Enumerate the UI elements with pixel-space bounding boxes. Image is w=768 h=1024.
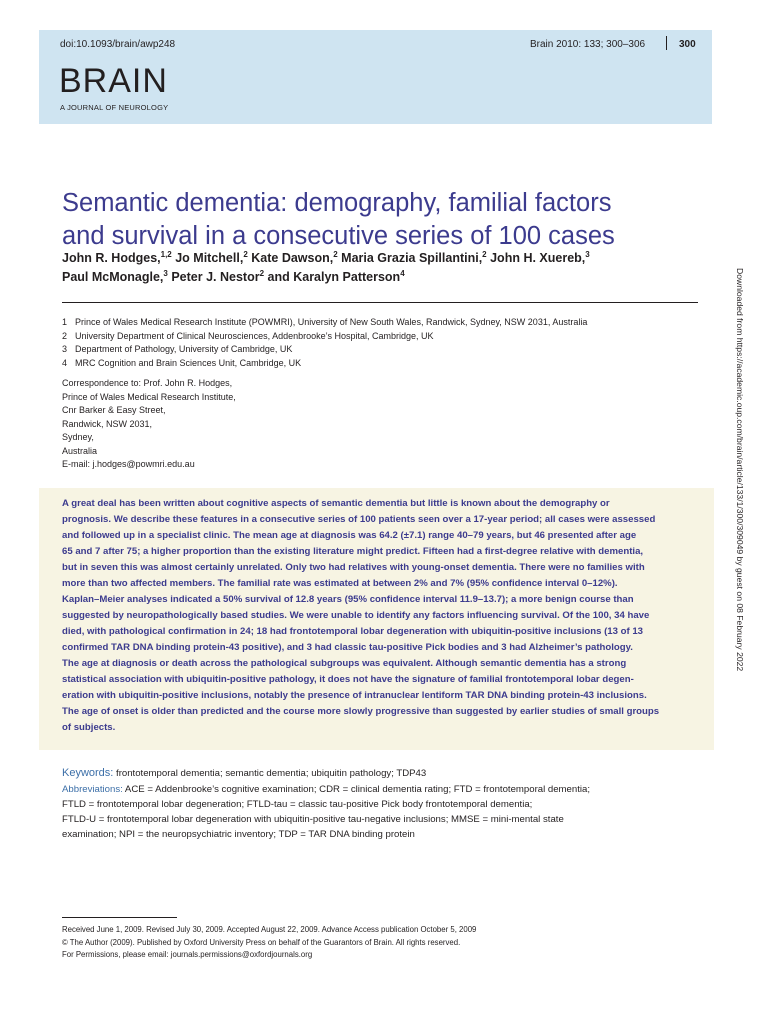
correspondence-line: Australia — [62, 445, 98, 456]
author-name: Peter J. Nestor — [171, 270, 260, 284]
author-name: and Karalyn Patterson — [267, 270, 401, 284]
author-affiliation-mark: 2 — [482, 249, 487, 259]
affiliation-item — [62, 343, 587, 357]
correspondence-line: Prince of Wales Medical Research Institute, — [62, 391, 236, 402]
affiliation-number: 4 — [62, 357, 68, 368]
author-affiliation-mark: 3 — [163, 268, 168, 278]
footer-line: For Permissions, please email: journals.permissions@oxfordjournals.org — [62, 950, 313, 959]
title-line: Semantic dementia: demography, familial factors — [62, 189, 612, 218]
abstract-line: of subjects. — [62, 722, 116, 733]
affiliation-item — [62, 357, 587, 371]
author-line — [62, 249, 682, 268]
affiliation-text: Department of Pathology, University of Cambridge, UK — [75, 344, 293, 354]
citation-divider — [666, 36, 667, 50]
abstract-line: confirmed TAR DNA binding protein-43 positive), and 3 had classic tau-positive Pick bodies and 3 had Alzheimer’s pathology. — [62, 642, 633, 653]
abstract-line: died, with pathological confirmation in 24; 18 had frontotemporal lobar degeneration with ubiquitin-positive inclusions (13 of 13 — [62, 626, 644, 637]
author-name: Paul McMonagle, — [62, 270, 164, 284]
affiliation-text: University Department of Clinical Neurosciences, Addenbrooke’s Hospital, Cambridge, UK — [75, 330, 434, 341]
keywords-text: frontotemporal dementia; semantic dementia; ubiquitin pathology; TDP43 — [113, 768, 427, 779]
affiliation-number: 1 — [62, 317, 68, 327]
abstract-line: eration with ubiquitin-positive inclusions, notably the presence of intranuclear lentiform TAR DNA binding protein-43 inclusions. — [62, 690, 647, 701]
article-title — [62, 187, 702, 253]
citation: Brain 2010: 133; 300–306 — [530, 39, 646, 50]
keywords — [62, 766, 426, 781]
correspondence-line: Sydney, — [62, 432, 94, 442]
page-number: 300 — [679, 39, 696, 50]
keywords-label: Keywords: — [62, 767, 114, 779]
correspondence-line: Randwick, NSW 2031, — [62, 418, 153, 429]
author-affiliation-mark: 4 — [400, 268, 405, 278]
author-affiliation-mark: 2 — [259, 268, 265, 278]
author-divider — [62, 302, 698, 303]
affiliation-text: Prince of Wales Medical Research Institute (POWMRI), University of New South Wales, Randwick, Sydney, NSW 2031, Australia — [75, 317, 588, 327]
footer-divider — [62, 917, 177, 918]
journal-logo: BRAIN — [59, 62, 168, 100]
author-name: John R. Hodges, — [62, 251, 161, 265]
abbreviation-line: FTLD-U = frontotemporal lobar degeneration with ubiquitin-positive tau-negative inclusions; MMSE = mini-mental state — [62, 814, 564, 825]
author-list — [62, 249, 682, 287]
abstract-line: more than two affected members. The familial rate was estimated at between 2% and 7% (95% confidence interval 0–12%). — [62, 578, 618, 589]
abstract-line: The age at diagnosis or death across the pathological subgroups was equivalent. Although semantic dementia has a strong — [62, 658, 627, 669]
affiliation-number: 3 — [62, 344, 68, 354]
author-affiliation-mark: 2 — [333, 249, 338, 259]
abstract-line: prognosis. We describe these features in a consecutive series of 100 patients seen over a 17-year period; all cases were assessed — [62, 514, 656, 525]
abbreviations — [62, 782, 702, 842]
publication-footer — [62, 924, 476, 962]
doi: doi:10.1093/brain/awp248 — [60, 39, 176, 50]
abstract-line: The age of onset is older than predicted and the course more slowly progressive than suggested by earlier studies of small groups — [62, 706, 660, 717]
abstract-text — [62, 496, 698, 736]
abstract-line: statistical association with ubiquitin-positive pathology, it does not have the signature of familial frontotemporal lobar degen- — [62, 674, 634, 685]
title-line: and survival in a consecutive series of 100 cases — [62, 222, 615, 251]
abstract-line: but in seven this was almost certainly unrelated. Only two had relatives with young-onset dementia. There were no families with — [62, 562, 645, 573]
abbreviation-line: examination; NPI = the neuropsychiatric inventory; TDP = TAR DNA binding protein — [62, 829, 415, 840]
abstract-line: 65 and 7 after 75; a higher proportion than the existing literature might predict. Fifteen had a first-degree relative with dementia, — [62, 546, 644, 557]
affiliation-number: 2 — [62, 330, 68, 341]
abbreviation-line — [62, 782, 702, 797]
affiliation-item — [62, 316, 587, 330]
author-affiliation-mark: 2 — [243, 249, 248, 259]
author-line — [62, 268, 682, 287]
abbreviation-line: FTLD = frontotemporal lobar degeneration; FTLD-tau = classic tau-positive Pick body frontotemporal dementia; — [62, 799, 533, 810]
footer-line: Received June 1, 2009. Revised July 30, 2009. Accepted August 22, 2009. Advance Access publication October 5, 2009 — [62, 925, 477, 934]
affiliation-item — [62, 330, 587, 344]
correspondence-line: Correspondence to: Prof. John R. Hodges, — [62, 378, 233, 388]
footer-line: © The Author (2009). Published by Oxford University Press on behalf of the Guarantors of Brain. All rights reserved. — [62, 937, 461, 947]
author-name: Maria Grazia Spillantini, — [341, 251, 483, 265]
abstract-line: Kaplan–Meier analyses indicated a 50% survival of 12.8 years (95% confidence interval 11.9–13.7); a more benign course than — [62, 594, 634, 605]
author-affiliation-mark: 3 — [585, 249, 590, 259]
abstract-line: and followed up in a specialist clinic. The mean age at diagnosis was 64.2 (±7.1) range 40–79 years, but 46 presented after age — [62, 530, 637, 541]
correspondence-block — [62, 377, 236, 472]
abstract-line: A great deal has been written about cognitive aspects of semantic dementia but little is known about the demography or — [62, 498, 610, 509]
author-affiliation-mark: 1,2 — [160, 249, 172, 259]
correspondence-line: Cnr Barker & Easy Street, — [62, 405, 166, 415]
author-name: Kate Dawson, — [251, 251, 334, 265]
journal-subtitle: A JOURNAL OF NEUROLOGY — [60, 103, 169, 112]
abbreviation-text: ACE = Addenbrooke’s cognitive examination; CDR = clinical dementia rating; FTD = frontotemporal dementia; — [122, 784, 591, 795]
affiliation-list — [62, 316, 587, 370]
affiliation-text: MRC Cognition and Brain Sciences Unit, Cambridge, UK — [75, 357, 302, 368]
correspondence-email: E-mail: j.hodges@powmri.edu.au — [62, 459, 195, 469]
abbreviations-label: Abbreviations: — [62, 784, 123, 795]
author-name: Jo Mitchell, — [175, 251, 244, 265]
abstract-line: suggested by neuropathologically based studies. We were unable to identify any factors influencing survival. Of the 100, 34 have — [62, 610, 650, 621]
author-name: John H. Xuereb, — [490, 251, 586, 265]
download-watermark: Downloaded from https://academic.oup.com/brain/article/133/1/300/309049 by guest on 08 February 2022 — [735, 268, 745, 672]
